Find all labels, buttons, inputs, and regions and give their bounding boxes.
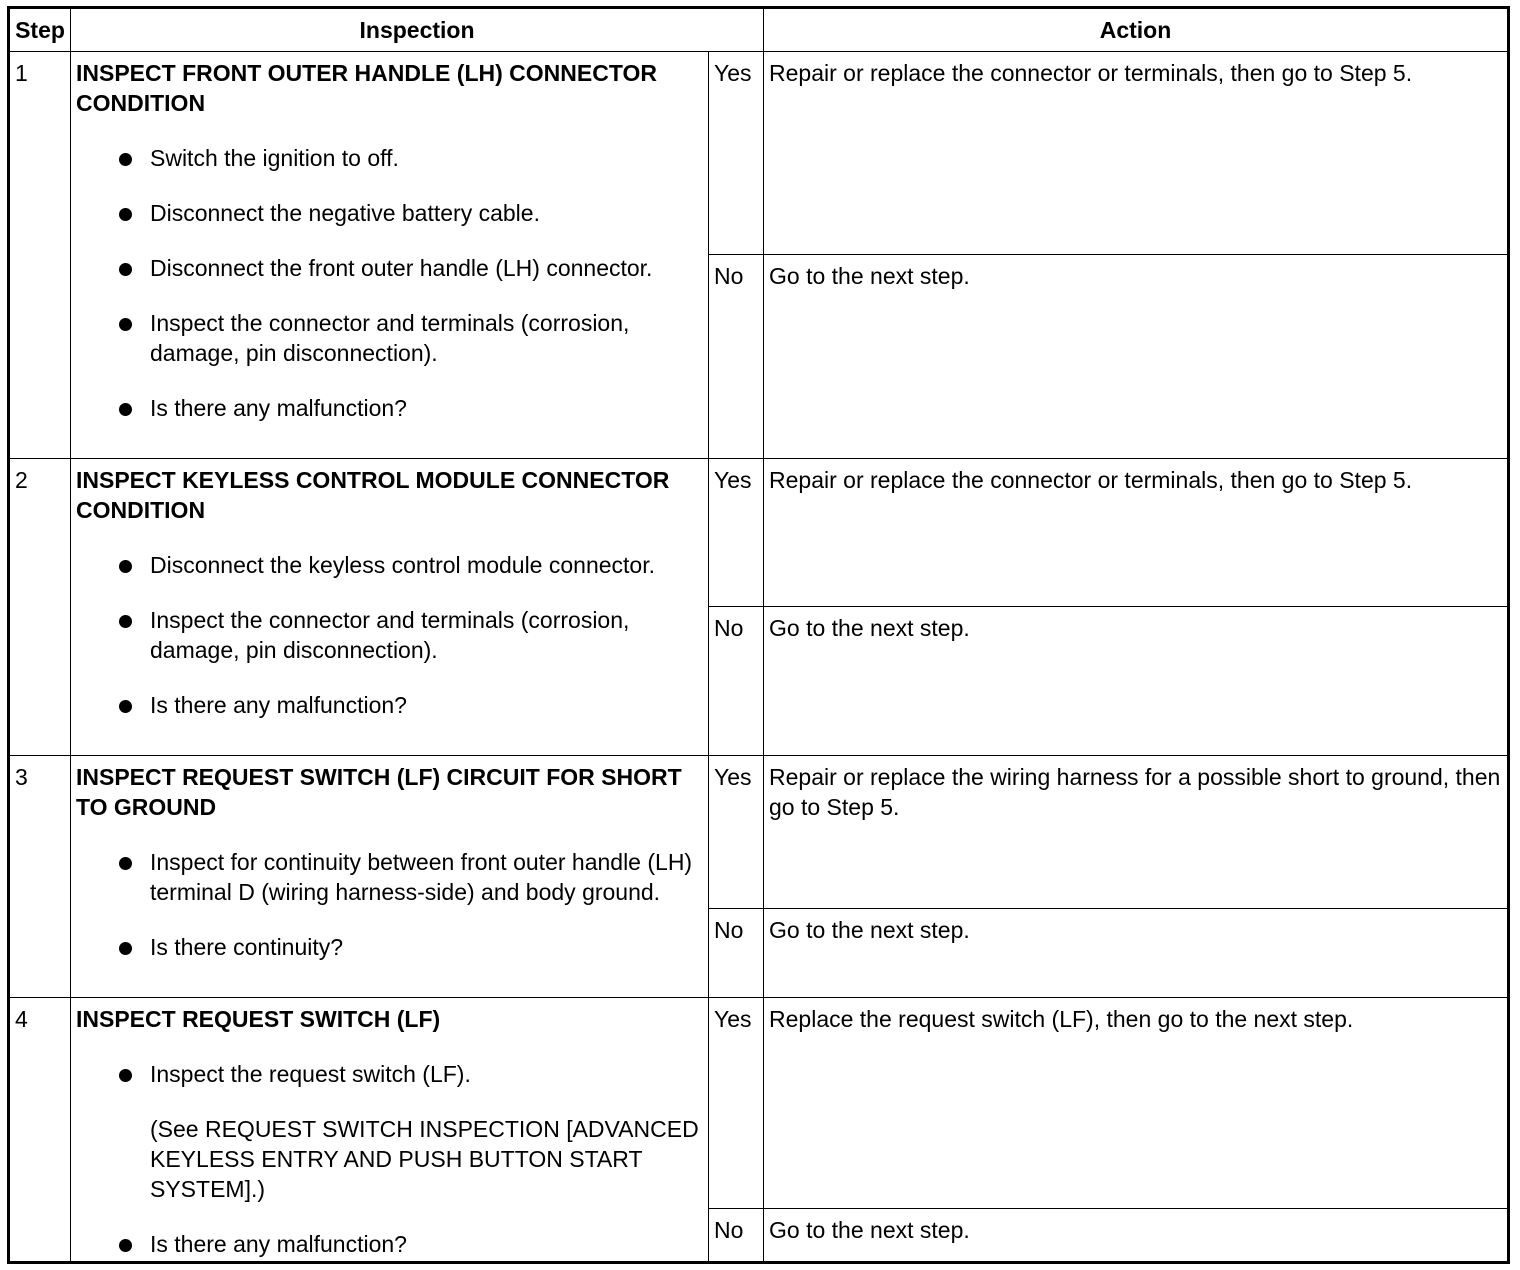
- step-3-yes-row: [9, 756, 1509, 909]
- bullet-item: Inspect the connector and terminals (corrosion, damage, pin disconnection).: [150, 308, 703, 368]
- bullet-item: Inspect for continuity between front outer handle (LH) terminal D (wiring harness-side) and body ground.: [150, 847, 703, 907]
- inspection-bullets: [76, 847, 703, 962]
- bullet-item: Is there continuity?: [150, 932, 703, 962]
- bullet-item: Is there any malfunction?: [150, 393, 703, 423]
- no-action: Go to the next step.: [764, 255, 1509, 459]
- header-step: Step: [9, 8, 71, 52]
- bullet-item: Switch the ignition to off.: [150, 143, 703, 173]
- inspection-cell: [71, 998, 709, 1263]
- no-label: No: [709, 607, 764, 756]
- bullet-item: Is there any malfunction?: [150, 1229, 703, 1259]
- no-label: No: [709, 255, 764, 459]
- step-number: 2: [9, 459, 71, 756]
- inspection-cell: [71, 52, 709, 459]
- bullet-item: Disconnect the negative battery cable.: [150, 198, 703, 228]
- yes-label: Yes: [709, 459, 764, 607]
- step-number: 1: [9, 52, 71, 459]
- step-2-yes-row: [9, 459, 1509, 607]
- header-action: Action: [764, 8, 1509, 52]
- inspection-cell: [71, 459, 709, 756]
- no-action: Go to the next step.: [764, 1209, 1509, 1263]
- inspection-cell: [71, 756, 709, 998]
- no-action: Go to the next step.: [764, 607, 1509, 756]
- step-number: 3: [9, 756, 71, 998]
- inspection-title: INSPECT REQUEST SWITCH (LF) CIRCUIT FOR SHORT TO GROUND: [76, 764, 682, 820]
- yes-action: Repair or replace the connector or terminals, then go to Step 5.: [764, 52, 1509, 255]
- yes-label: Yes: [709, 756, 764, 909]
- step-number: 4: [9, 998, 71, 1263]
- yes-action: Replace the request switch (LF), then go to the next step.: [764, 998, 1509, 1209]
- header-inspection: Inspection: [71, 8, 764, 52]
- inspection-bullets: [76, 550, 703, 720]
- no-action: Go to the next step.: [764, 909, 1509, 998]
- diagnostic-procedure-table: [7, 6, 1510, 1264]
- yes-action: Repair or replace the wiring harness for a possible short to ground, then go to Step 5.: [764, 756, 1509, 909]
- header-row: [9, 8, 1509, 52]
- step-1-yes-row: [9, 52, 1509, 255]
- inspection-bullets: [76, 1059, 703, 1259]
- bullet-item: Is there any malfunction?: [150, 690, 703, 720]
- step-4-yes-row: [9, 998, 1509, 1209]
- inspection-title: INSPECT FRONT OUTER HANDLE (LH) CONNECTOR CONDITION: [76, 60, 657, 116]
- inspection-title: INSPECT KEYLESS CONTROL MODULE CONNECTOR CONDITION: [76, 467, 670, 523]
- yes-label: Yes: [709, 998, 764, 1209]
- bullet-item: Disconnect the keyless control module connector.: [150, 550, 703, 580]
- inspection-bullets: [76, 143, 703, 423]
- yes-label: Yes: [709, 52, 764, 255]
- bullet-item: Disconnect the front outer handle (LH) connector.: [150, 253, 703, 283]
- bullet-item: Inspect the connector and terminals (corrosion, damage, pin disconnection).: [150, 605, 703, 665]
- reference-note: (See REQUEST SWITCH INSPECTION [ADVANCED KEYLESS ENTRY AND PUSH BUTTON START SYSTEM].): [150, 1116, 699, 1202]
- bullet-item: [150, 1059, 703, 1204]
- no-label: No: [709, 1209, 764, 1263]
- bullet-text: Inspect the request switch (LF).: [150, 1061, 471, 1087]
- no-label: No: [709, 909, 764, 998]
- yes-action: Repair or replace the connector or terminals, then go to Step 5.: [764, 459, 1509, 607]
- inspection-title: INSPECT REQUEST SWITCH (LF): [76, 1006, 441, 1032]
